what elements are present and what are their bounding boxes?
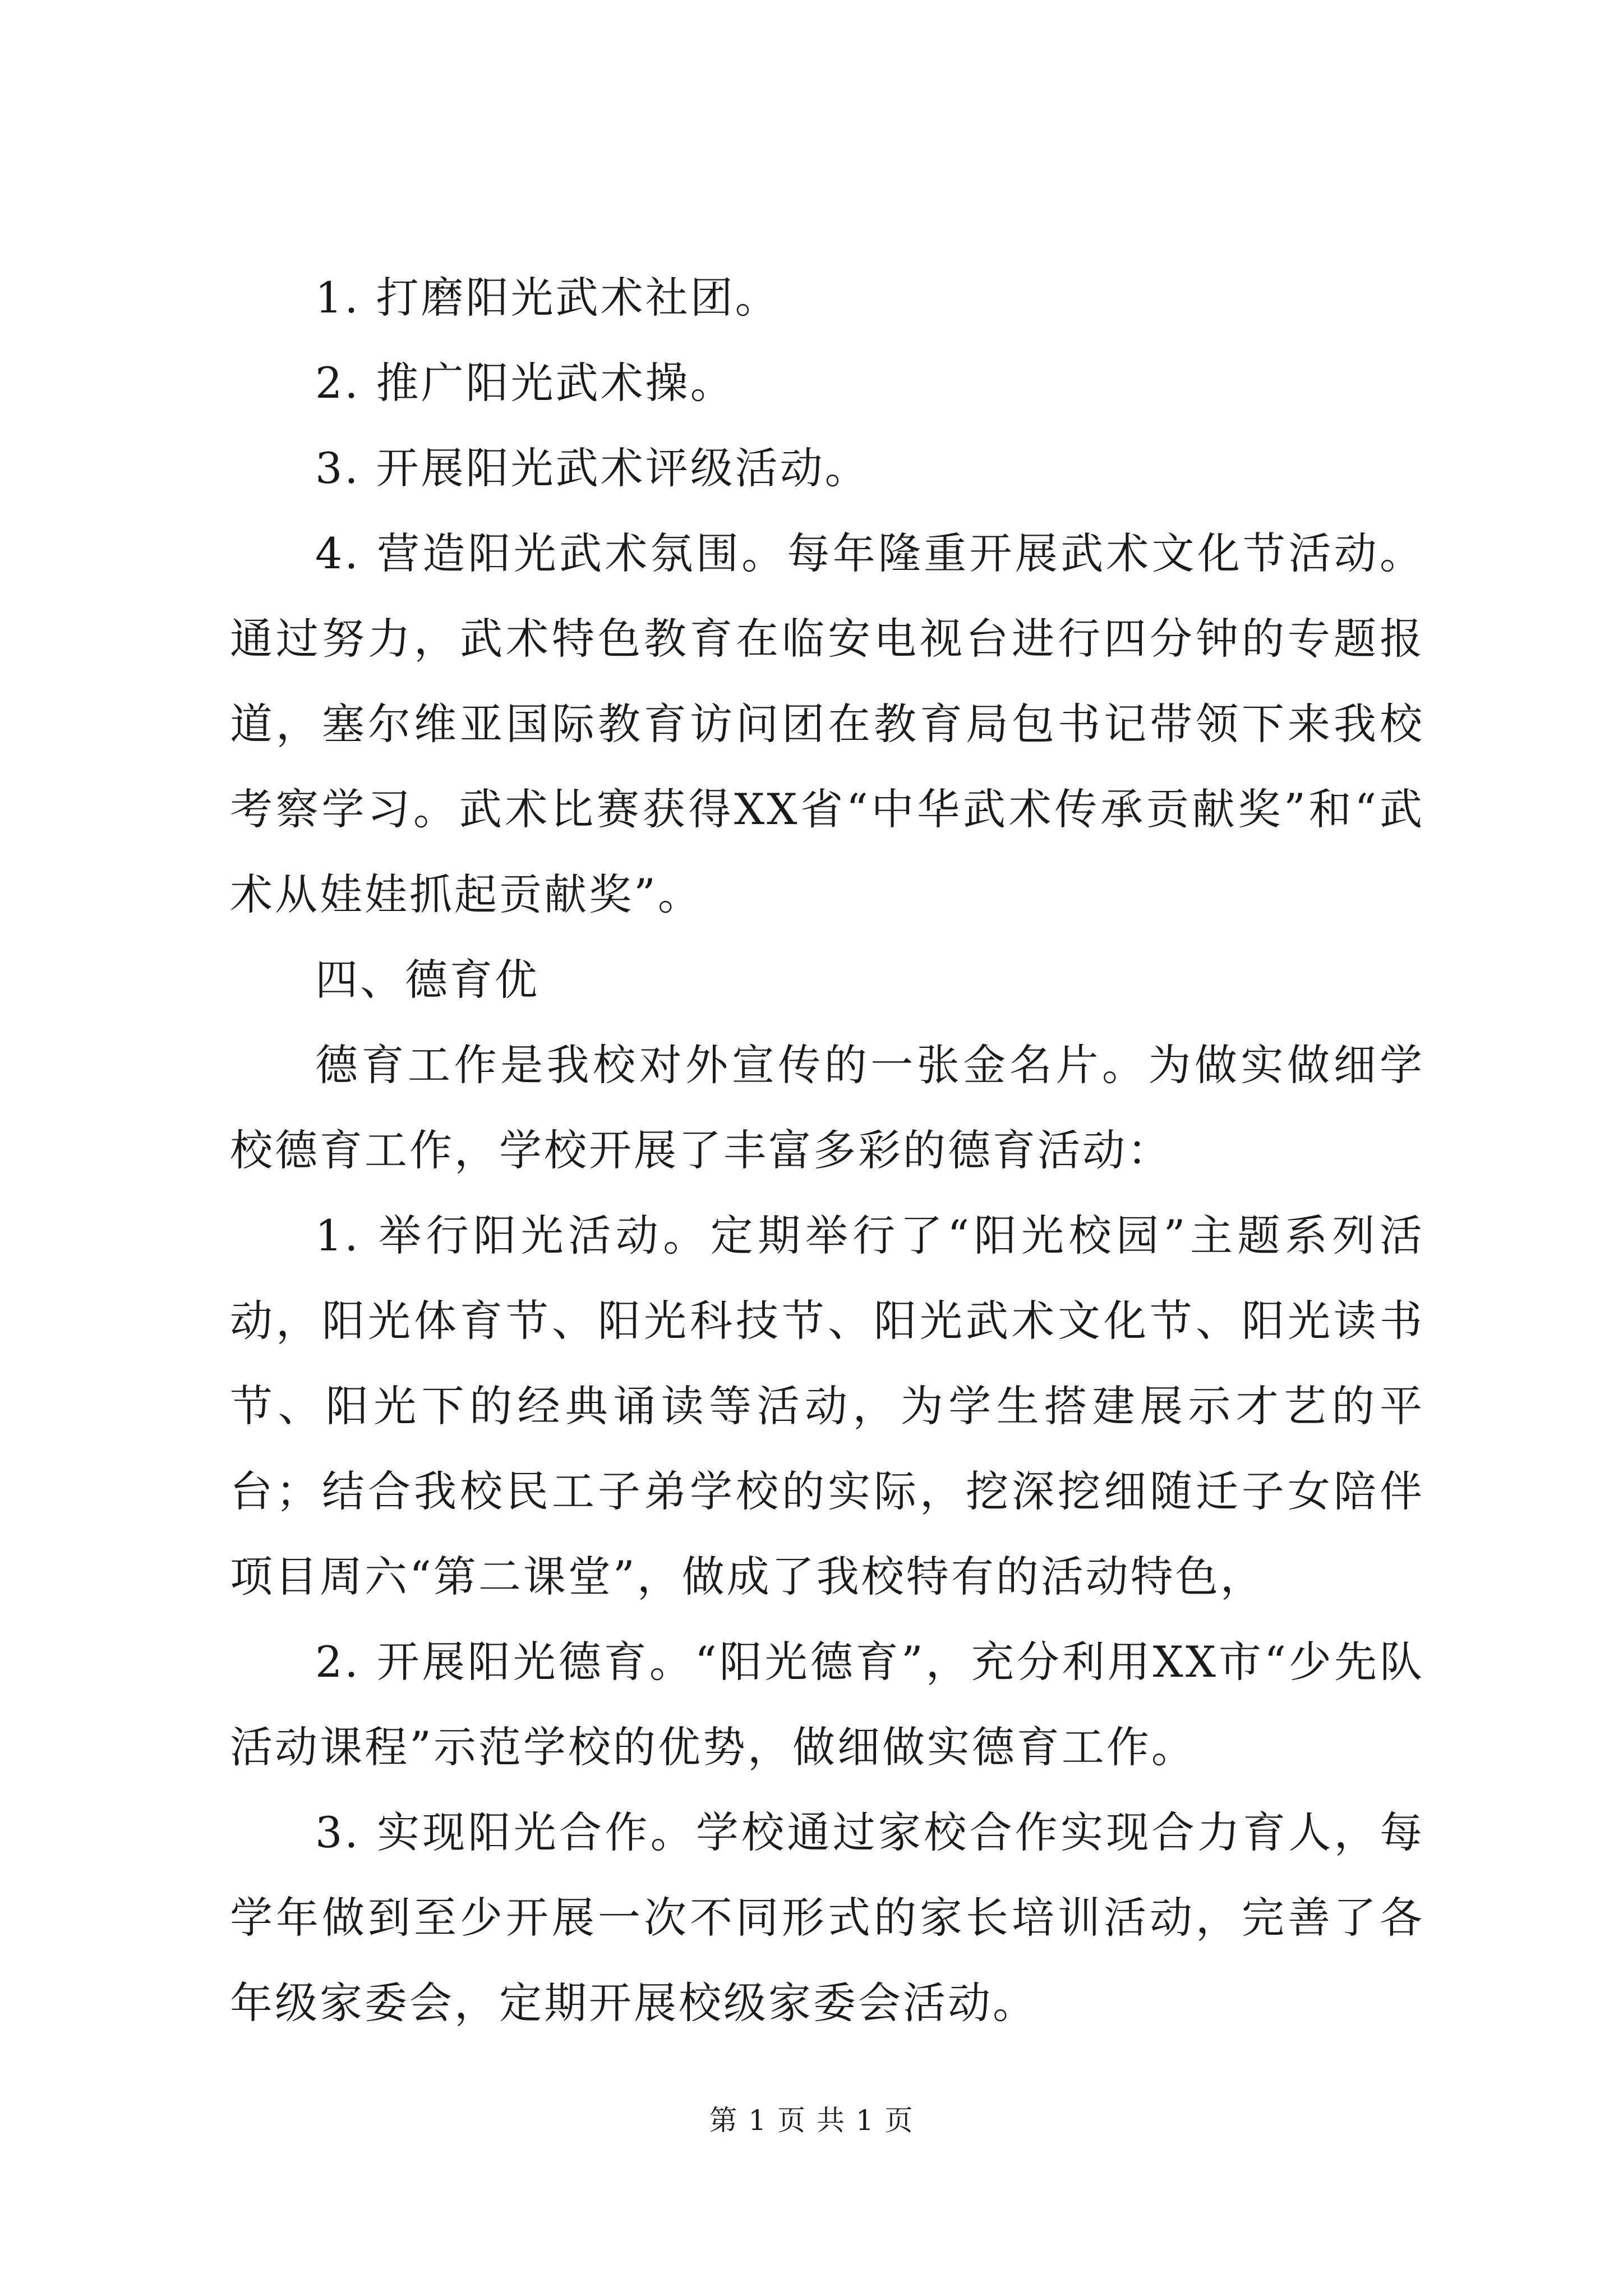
section-heading-moral-education: 四、德育优	[315, 955, 540, 1005]
list-item-sunshine-moral: 2. 开展阳光德育。“阳光德育”，充分利用XX市“少先队活动课程”示范学校的优势，做细做实德育工作。	[230, 1637, 1424, 1772]
document-body	[230, 255, 1424, 2046]
list-item-wushu-exercise: 2. 推广阳光武术操。	[315, 358, 735, 408]
list-item-sunshine-activities: 1. 举行阳光活动。定期举行了“阳光校园”主题系列活动，阳光体育节、阳光科技节、阳光武术文化节、阳光读书节、阳光下的经典诵读等活动，为学生搭建展示才艺的平台；结合我校民工子弟学校的实际，挖深挖细随迁子女陪伴项目周六“第二课堂”，做成了我校特有的活动特色，	[230, 1211, 1424, 1602]
moral-education-intro: 德育工作是我校对外宣传的一张金名片。为做实做细学校德育工作，学校开展了丰富多彩的德育活动：	[230, 1040, 1424, 1175]
list-item-wushu-club: 1. 打磨阳光武术社团。	[315, 273, 780, 323]
list-item-wushu-rating: 3. 开展阳光武术评级活动。	[315, 443, 870, 493]
page-footer: 第 1 页 共 1 页	[709, 2104, 914, 2137]
list-item-wushu-atmosphere: 4. 营造阳光武术氛围。每年隆重开展武术文化节活动。通过努力，武术特色教育在临安电视台进行四分钟的专题报道，塞尔维亚国际教育访问团在教育局包书记带领下来我校考察学习。武术比赛获得XX省“中华武术传承贡献奖”和“武术从娃娃抓起贡献奖”。	[230, 528, 1424, 919]
list-item-sunshine-cooperation: 3. 实现阳光合作。学校通过家校合作实现合力育人，每学年做到至少开展一次不同形式的家长培训活动，完善了各年级家委会，定期开展校级家委会活动。	[230, 1807, 1424, 2028]
